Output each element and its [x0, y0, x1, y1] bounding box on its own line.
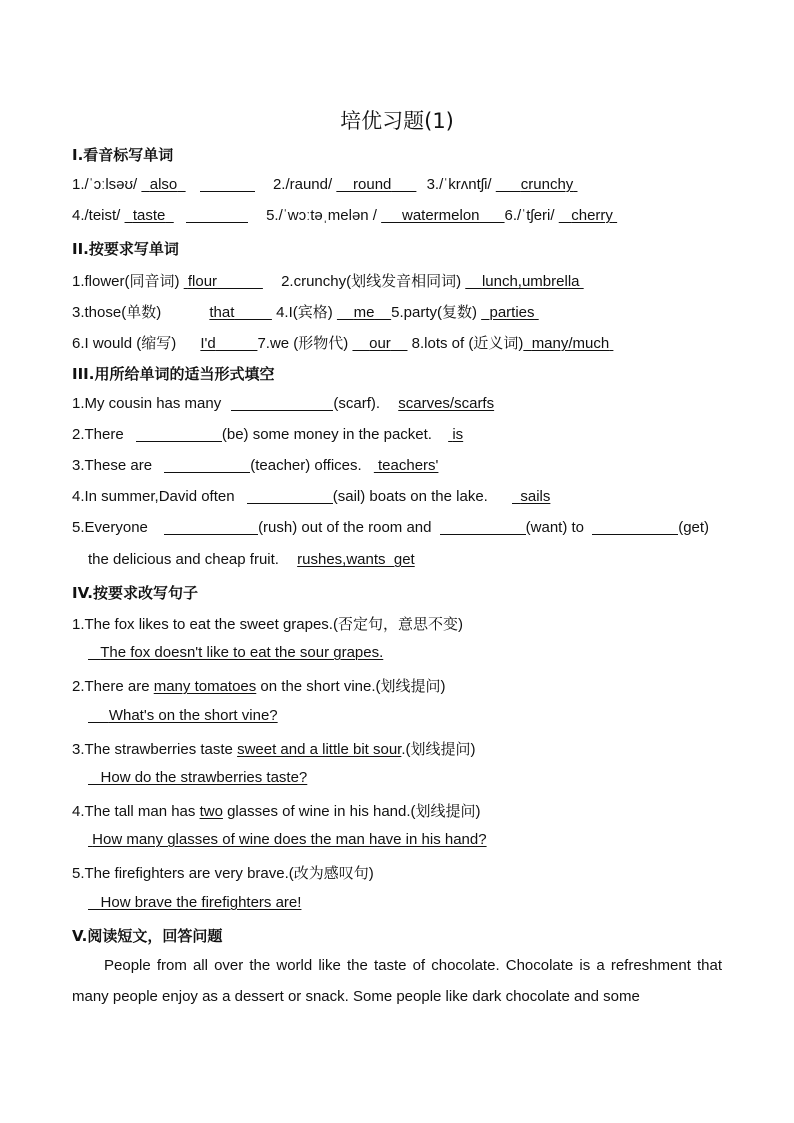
question-hint: (teacher) offices. [250, 457, 362, 474]
answer-3: crunchy [520, 176, 574, 193]
answer-8: many/much [531, 335, 610, 352]
question-7: 7.we (形物代) [257, 335, 349, 352]
answer: teachers' [378, 457, 439, 474]
question-2-hint: 划线发音相同词) [351, 273, 462, 290]
part2-line-3 [72, 332, 613, 353]
answer-1: also [149, 176, 178, 193]
question-4: 4.I(宾格) [276, 304, 333, 321]
phonetic-2: 2./raund/ [272, 176, 333, 193]
question-hint: (want) to [525, 519, 585, 536]
question-3: 3.those(单数) [72, 304, 162, 321]
answer-3: that [209, 304, 235, 321]
part1-line-1 [72, 176, 577, 193]
section-heading-1: I.看音标写单词 [72, 146, 174, 164]
part4-answer-1: The fox doesn't like to eat the sour grapes. [100, 644, 384, 661]
answer-5: watermelon [401, 207, 480, 224]
blank [186, 207, 248, 223]
blank [592, 519, 678, 535]
part3-question-2 [72, 426, 463, 443]
phonetic-5: 5./ˈwɔːtəˌmelən / [266, 207, 377, 224]
phonetic-4: 4./teist/ [72, 207, 121, 224]
part4-question-5: 5.The firefighters are very brave.(改为感叹句) [72, 865, 374, 882]
answer-2: lunch,umbrella [481, 273, 580, 290]
answer-2: round [353, 176, 392, 193]
answer-1: flour [187, 273, 218, 290]
question-text: 1.My cousin has many [72, 395, 222, 412]
question-2: 2.crunchy( [281, 273, 352, 290]
answer-4: taste [132, 207, 166, 224]
question-5: 5.party(复数) [391, 304, 477, 321]
blank [247, 488, 333, 504]
part3-question-4 [72, 488, 550, 505]
blank [164, 457, 250, 473]
answer-6: cherry [571, 207, 613, 224]
question-6: 6.I would (缩写) [72, 335, 177, 352]
answer-6: I'd [200, 335, 216, 352]
question-hint: (scarf). [333, 395, 381, 412]
answer: scarves/scarfs [398, 395, 495, 412]
question-text: 4.In summer,David often [72, 488, 235, 505]
section-heading-4: IV.按要求改写句子 [72, 584, 198, 602]
page-title: 培优习题(1) [340, 109, 454, 133]
part3-question-1 [72, 395, 494, 412]
question-text: 3.These are [72, 457, 153, 474]
part4-question-4: 4.The tall man has two glasses of wine in his hand.(划线提问) [72, 803, 481, 820]
part4-answer-2: What's on the short vine? [108, 707, 278, 724]
phonetic-1: 1./ˈɔːlsəʊ/ [72, 176, 138, 193]
blank [231, 395, 333, 411]
part2-line-1 [72, 270, 584, 291]
blank [200, 176, 255, 192]
question-1: 1.flower(同音词) [72, 273, 180, 290]
part2-line-2 [72, 301, 539, 322]
blank [136, 426, 222, 442]
part1-line-2 [72, 207, 617, 224]
answer-7: our [369, 335, 391, 352]
blank [164, 519, 258, 535]
part3-question-5 [72, 519, 709, 536]
section-heading-3: III.用所给单词的适当形式填空 [72, 365, 275, 383]
question-8: 8.lots of (近义词) [411, 335, 524, 352]
question-hint: (get) [678, 519, 710, 536]
question-text: 2.There [72, 426, 124, 443]
phonetic-6: 6./ˈtʃeri/ [504, 207, 555, 224]
phonetic-3: 3./ˈkrʌntʃi/ [426, 176, 492, 193]
question-hint: (be) some money in the packet. [221, 426, 432, 443]
question-hint: (rush) out of the room and [258, 519, 432, 536]
part3-question-3 [72, 457, 438, 474]
part4-question-1: 1.The fox likes to eat the sweet grapes.(否定句，意思不变) [72, 616, 463, 633]
question-text: the delicious and cheap fruit. [88, 551, 279, 568]
part4-question-2: 2.There are many tomatoes on the short vine.(划线提问) [72, 678, 446, 695]
question-text: 5.Everyone [72, 519, 148, 536]
question-hint: (sail) boats on the lake. [332, 488, 488, 505]
section-heading-5: V.阅读短文，回答问题 [72, 927, 223, 945]
part4-answer-4: How many glasses of wine does the man have in his hand? [92, 831, 487, 848]
answer-4: me [353, 304, 375, 321]
answer: sails [520, 488, 551, 505]
answer: is [452, 426, 464, 443]
section-heading-2: II.按要求写单词 [72, 240, 179, 258]
reading-passage: People from all over the world like the taste of chocolate. Chocolate is a refreshment that many people enjoy as a dessert or snack. Some people like dark chocolate and some [72, 957, 722, 1005]
answer-5: parties [489, 304, 535, 321]
part4-answer-3: How do the strawberries taste? [100, 769, 308, 786]
part3-question-5-cont [88, 551, 415, 568]
answer: rushes,wants get [297, 551, 415, 568]
blank [440, 519, 526, 535]
part4-answer-5: How brave the firefighters are! [100, 894, 302, 911]
part4-question-3: 3.The strawberries taste sweet and a little bit sour.(划线提问) [72, 741, 476, 758]
